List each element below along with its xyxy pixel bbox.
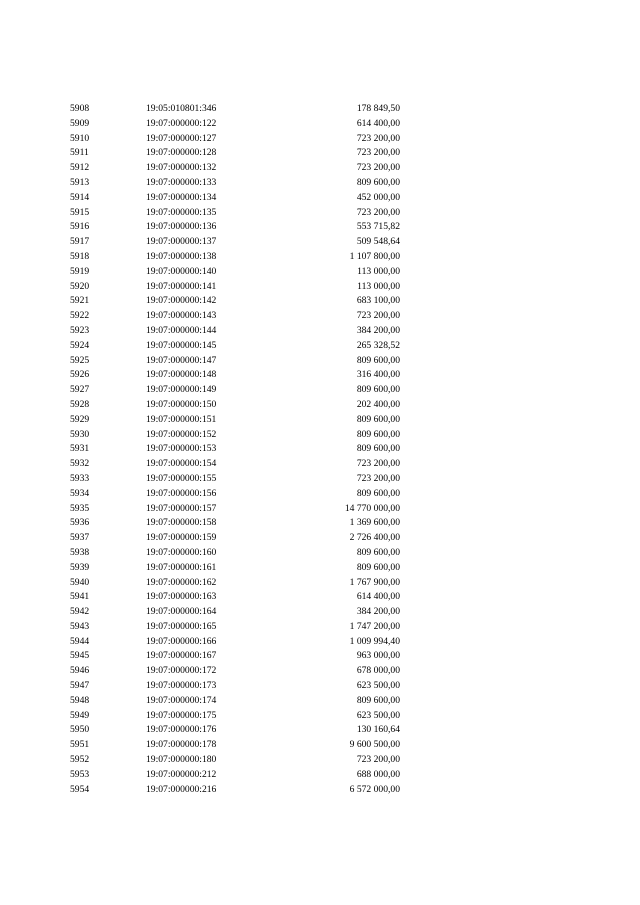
amount-value: 809 600,00 — [356, 546, 400, 558]
cadastral-number: 19:07:000000:141 — [146, 280, 217, 292]
cadastral-number: 19:07:000000:151 — [146, 413, 217, 425]
row-number: 5925 — [70, 354, 90, 366]
row-number: 5939 — [70, 561, 90, 573]
amount-value: 1 009 994,40 — [349, 635, 400, 647]
table-row — [0, 620, 640, 635]
table-row — [0, 487, 640, 502]
row-number: 5913 — [70, 176, 90, 188]
table-row — [0, 635, 640, 650]
cadastral-number: 19:07:000000:162 — [146, 576, 217, 588]
row-number: 5916 — [70, 221, 90, 233]
table-row — [0, 694, 640, 709]
table-row — [0, 723, 640, 738]
amount-value: 809 600,00 — [356, 354, 400, 366]
table-row — [0, 679, 640, 694]
table-row — [0, 368, 640, 383]
row-number: 5920 — [70, 280, 90, 292]
amount-value: 6 572 000,00 — [349, 783, 400, 795]
amount-value: 14 770 000,00 — [344, 502, 400, 514]
cadastral-number: 19:07:000000:156 — [146, 487, 217, 499]
cadastral-number: 19:07:000000:155 — [146, 472, 217, 484]
amount-value: 678 000,00 — [356, 665, 400, 677]
amount-value: 178 849,50 — [356, 103, 400, 114]
amount-value: 723 200,00 — [356, 162, 400, 174]
cadastral-number: 19:07:000000:144 — [146, 324, 217, 336]
row-number: 5927 — [70, 384, 90, 396]
cadastral-number: 19:07:000000:167 — [146, 650, 217, 662]
amount-value: 614 400,00 — [356, 117, 400, 129]
amount-value: 809 600,00 — [356, 384, 400, 396]
table-row — [0, 324, 640, 339]
row-number: 5937 — [70, 532, 90, 544]
amount-value: 809 600,00 — [356, 487, 400, 499]
row-number: 5929 — [70, 413, 90, 425]
table-row — [0, 146, 640, 161]
cadastral-number: 19:07:000000:178 — [146, 739, 217, 751]
amount-value: 723 200,00 — [356, 310, 400, 322]
amount-value: 130 160,64 — [356, 724, 400, 736]
row-number: 5922 — [70, 310, 90, 322]
cadastral-number: 19:07:000000:180 — [146, 754, 217, 766]
cadastral-number: 19:07:000000:216 — [146, 783, 217, 795]
amount-value: 623 500,00 — [356, 709, 400, 721]
table-row — [0, 117, 640, 132]
row-number: 5933 — [70, 472, 90, 484]
table-row — [0, 309, 640, 324]
table-row — [0, 250, 640, 265]
table-row — [0, 132, 640, 147]
table-row — [0, 294, 640, 309]
amount-value: 614 400,00 — [356, 591, 400, 603]
table-row — [0, 442, 640, 457]
row-number: 5938 — [70, 546, 90, 558]
amount-value: 113 000,00 — [357, 280, 400, 292]
amount-value: 683 100,00 — [356, 295, 400, 307]
table-row — [0, 383, 640, 398]
cadastral-number: 19:07:000000:127 — [146, 132, 217, 144]
cadastral-number: 19:07:000000:133 — [146, 176, 217, 188]
row-number: 5948 — [70, 694, 90, 706]
table-row — [0, 516, 640, 531]
table-row — [0, 339, 640, 354]
row-number: 5951 — [70, 739, 90, 751]
amount-value: 1 369 600,00 — [349, 517, 400, 529]
cadastral-number: 19:07:000000:175 — [146, 709, 217, 721]
row-number: 5946 — [70, 665, 90, 677]
row-number: 5931 — [70, 443, 90, 455]
table-row — [0, 561, 640, 576]
cadastral-number: 19:07:000000:172 — [146, 665, 217, 677]
cadastral-number: 19:07:000000:145 — [146, 339, 217, 351]
cadastral-number: 19:07:000000:135 — [146, 206, 217, 218]
row-number: 5936 — [70, 517, 90, 529]
table-row — [0, 709, 640, 724]
amount-value: 1 747 200,00 — [349, 620, 400, 632]
table-row — [0, 649, 640, 664]
table-row — [0, 102, 640, 117]
amount-value: 265 328,52 — [356, 339, 400, 351]
amount-value: 113 000,00 — [357, 265, 400, 277]
amount-value: 723 200,00 — [356, 132, 400, 144]
cadastral-number: 19:07:000000:176 — [146, 724, 217, 736]
cadastral-number: 19:07:000000:134 — [146, 191, 217, 203]
table-row — [0, 354, 640, 369]
table-row — [0, 531, 640, 546]
row-number: 5917 — [70, 236, 90, 248]
row-number: 5908 — [70, 103, 90, 114]
row-number: 5923 — [70, 324, 90, 336]
cadastral-number: 19:07:000000:150 — [146, 398, 217, 410]
row-number: 5944 — [70, 635, 90, 647]
cadastral-number: 19:07:000000:140 — [146, 265, 217, 277]
cadastral-number: 19:07:000000:122 — [146, 117, 217, 129]
table-row — [0, 664, 640, 679]
amount-value: 963 000,00 — [356, 650, 400, 662]
row-number: 5909 — [70, 117, 90, 129]
cadastral-number: 19:07:000000:174 — [146, 694, 217, 706]
amount-value: 723 200,00 — [356, 754, 400, 766]
amount-value: 384 200,00 — [356, 606, 400, 618]
table-row — [0, 413, 640, 428]
amount-value: 723 200,00 — [356, 472, 400, 484]
row-number: 5953 — [70, 768, 90, 780]
row-number: 5930 — [70, 428, 90, 440]
table-row — [0, 576, 640, 591]
cadastral-number: 19:07:000000:157 — [146, 502, 217, 514]
row-number: 5926 — [70, 369, 90, 381]
cadastral-number: 19:07:000000:163 — [146, 591, 217, 603]
table-row — [0, 428, 640, 443]
cadastral-number: 19:07:000000:158 — [146, 517, 217, 529]
row-number: 5947 — [70, 680, 90, 692]
amount-value: 809 600,00 — [356, 443, 400, 455]
table-row — [0, 265, 640, 280]
cadastral-number: 19:07:000000:173 — [146, 680, 217, 692]
cadastral-number: 19:07:000000:152 — [146, 428, 217, 440]
amount-value: 809 600,00 — [356, 428, 400, 440]
table-row — [0, 472, 640, 487]
table-row — [0, 457, 640, 472]
row-number: 5942 — [70, 606, 90, 618]
cadastral-number: 19:07:000000:154 — [146, 458, 217, 470]
amount-value: 623 500,00 — [356, 680, 400, 692]
row-number: 5918 — [70, 250, 90, 262]
row-number: 5912 — [70, 162, 90, 174]
table-row — [0, 206, 640, 221]
row-number: 5924 — [70, 339, 90, 351]
table-row — [0, 753, 640, 768]
row-number: 5928 — [70, 398, 90, 410]
amount-value: 723 200,00 — [356, 147, 400, 159]
row-number: 5940 — [70, 576, 90, 588]
amount-value: 9 600 500,00 — [349, 739, 400, 751]
row-number: 5949 — [70, 709, 90, 721]
table-row — [0, 176, 640, 191]
table-row — [0, 783, 640, 798]
row-number: 5934 — [70, 487, 90, 499]
cadastral-number: 19:07:000000:165 — [146, 620, 217, 632]
table-row — [0, 220, 640, 235]
amount-value: 452 000,00 — [356, 191, 400, 203]
row-number: 5914 — [70, 191, 90, 203]
cadastral-number: 19:07:000000:143 — [146, 310, 217, 322]
amount-value: 384 200,00 — [356, 324, 400, 336]
cadastral-number: 19:07:000000:138 — [146, 250, 217, 262]
amount-value: 202 400,00 — [356, 398, 400, 410]
cadastral-number: 19:07:000000:147 — [146, 354, 217, 366]
row-number: 5941 — [70, 591, 90, 603]
cadastral-number: 19:07:000000:132 — [146, 162, 217, 174]
table-row — [0, 502, 640, 517]
row-number: 5915 — [70, 206, 90, 218]
row-number: 5945 — [70, 650, 90, 662]
row-number: 5950 — [70, 724, 90, 736]
table-row — [0, 768, 640, 783]
cadastral-number: 19:07:000000:149 — [146, 384, 217, 396]
table-row — [0, 738, 640, 753]
row-number: 5935 — [70, 502, 90, 514]
row-number: 5952 — [70, 754, 90, 766]
table-row — [0, 161, 640, 176]
table-row — [0, 191, 640, 206]
row-number: 5954 — [70, 783, 90, 795]
cadastral-number: 19:07:000000:136 — [146, 221, 217, 233]
cadastral-number: 19:07:000000:161 — [146, 561, 217, 573]
amount-value: 1 767 900,00 — [349, 576, 400, 588]
cadastral-number: 19:07:000000:128 — [146, 147, 217, 159]
amount-value: 809 600,00 — [356, 413, 400, 425]
data-table — [0, 102, 640, 797]
row-number: 5932 — [70, 458, 90, 470]
row-number: 5919 — [70, 265, 90, 277]
table-row — [0, 280, 640, 295]
amount-value: 1 107 800,00 — [349, 250, 400, 262]
amount-value: 809 600,00 — [356, 561, 400, 573]
table-row — [0, 546, 640, 561]
amount-value: 509 548,64 — [356, 236, 400, 248]
amount-value: 316 400,00 — [356, 369, 400, 381]
cadastral-number: 19:05:010801:346 — [146, 103, 217, 114]
cadastral-number: 19:07:000000:148 — [146, 369, 217, 381]
cadastral-number: 19:07:000000:159 — [146, 532, 217, 544]
cadastral-number: 19:07:000000:153 — [146, 443, 217, 455]
cadastral-number: 19:07:000000:166 — [146, 635, 217, 647]
row-number: 5911 — [70, 147, 89, 159]
amount-value: 809 600,00 — [356, 694, 400, 706]
table-row — [0, 235, 640, 250]
amount-value: 723 200,00 — [356, 206, 400, 218]
cadastral-number: 19:07:000000:137 — [146, 236, 217, 248]
amount-value: 2 726 400,00 — [349, 532, 400, 544]
cadastral-number: 19:07:000000:164 — [146, 606, 217, 618]
amount-value: 723 200,00 — [356, 458, 400, 470]
table-row — [0, 605, 640, 620]
row-number: 5921 — [70, 295, 90, 307]
table-row — [0, 398, 640, 413]
cadastral-number: 19:07:000000:212 — [146, 768, 217, 780]
cadastral-number: 19:07:000000:160 — [146, 546, 217, 558]
cadastral-number: 19:07:000000:142 — [146, 295, 217, 307]
amount-value: 553 715,82 — [356, 221, 400, 233]
row-number: 5910 — [70, 132, 90, 144]
row-number: 5943 — [70, 620, 90, 632]
amount-value: 688 000,00 — [356, 768, 400, 780]
amount-value: 809 600,00 — [356, 176, 400, 188]
table-row — [0, 590, 640, 605]
